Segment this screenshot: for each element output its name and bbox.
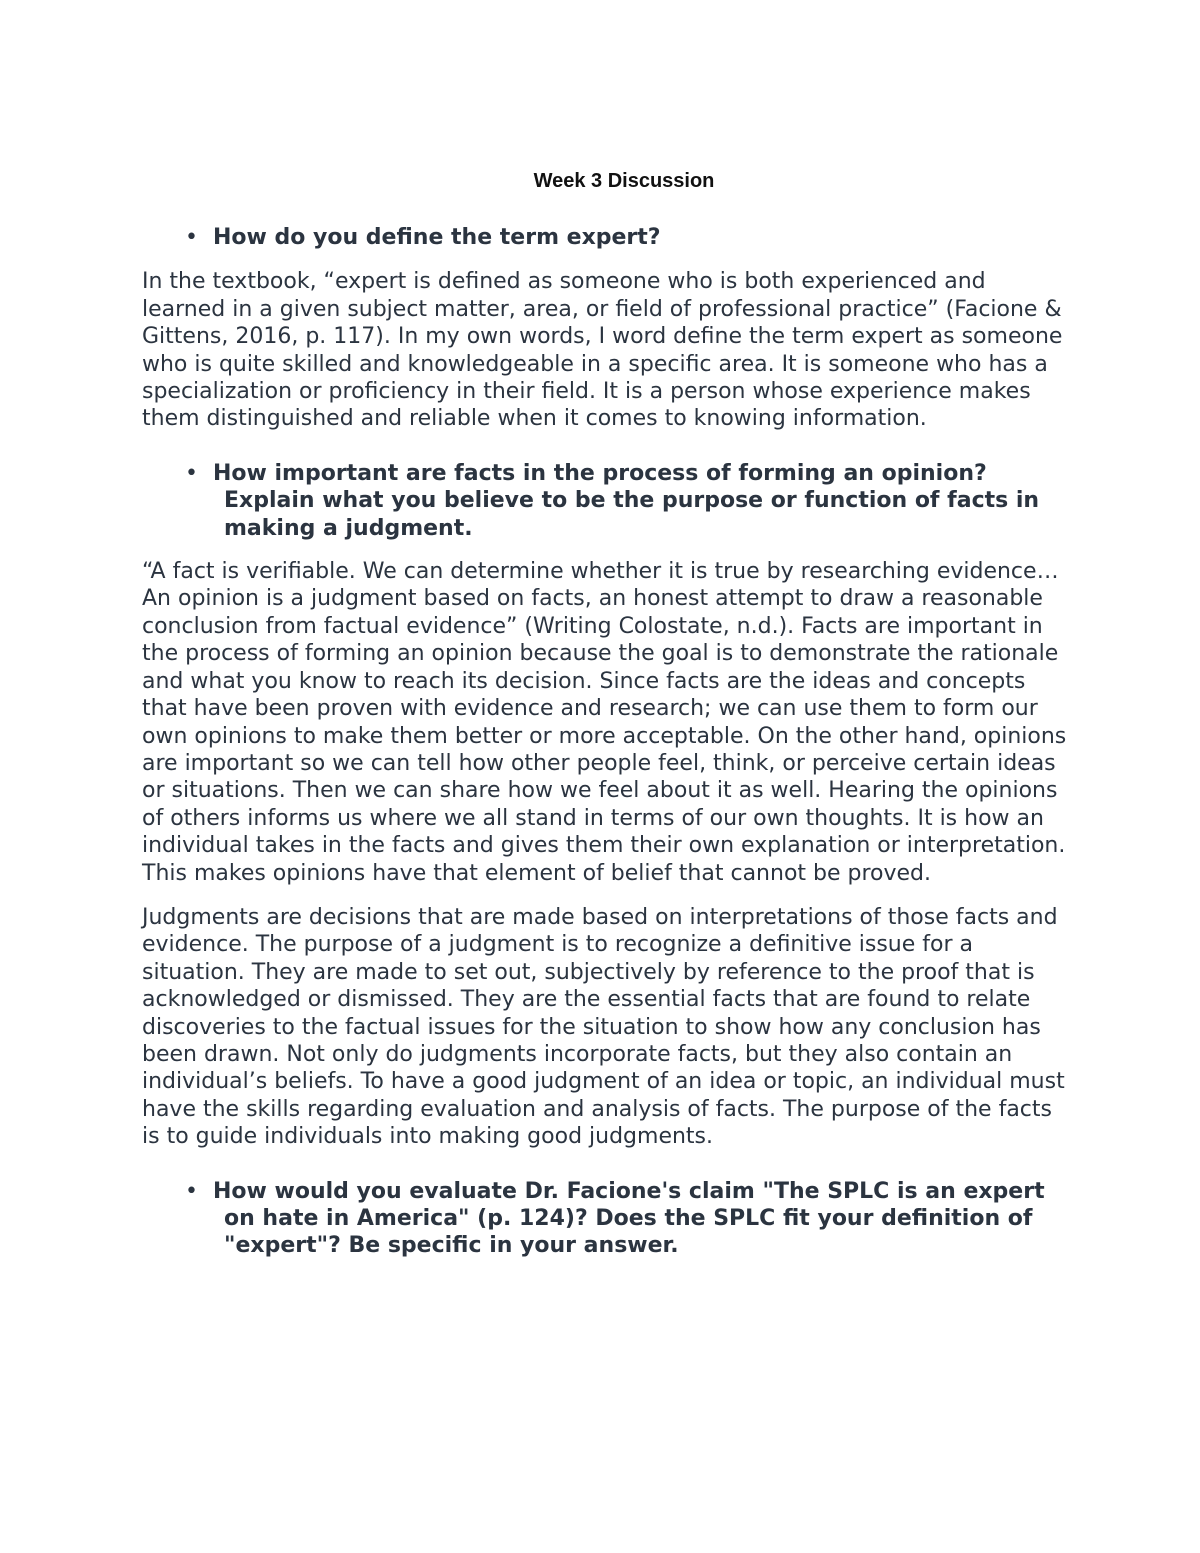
question-3 [142, 1178, 1072, 1260]
question-2 [142, 460, 1072, 542]
bullet-icon: • [185, 225, 198, 250]
question-2-text: How important are facts in the process of forming an opinion? Explain what you believe to be the purpose or function of facts in making a judgment. [213, 460, 1040, 541]
question-1-text: How do you define the term expert? [213, 225, 661, 250]
answer-1-paragraph: In the textbook, “expert is defined as someone who is both experienced and learned in a given subject matter, area, or field of professional practice” (Facione & Gittens, 2016, p. 117). In my own words, I word define the term expert as someone who is quite skilled and knowledgeable in a specific area. It is someone who has a specialization or proficiency in their field. It is a person whose experience makes them distinguished and reliable when it comes to knowing information. [142, 269, 1063, 432]
bullet-icon: • [185, 1178, 198, 1204]
answer-2-paragraph-2: Judgments are decisions that are made based on interpretations of those facts and evidence. The purpose of a judgment is to recognize a definitive issue for a situation. They are made to set out, subjectively by reference to the proof that is acknowledged or dismissed. They are the essential facts that are found to relate discoveries to the factual issues for the situation to show how any conclusion has been drawn. Not only do judgments incorporate facts, but they also contain an individual’s beliefs. To have a good judgment of an idea or topic, an individual must have the skills regarding evaluation and analysis of facts. The purpose of the facts is to guide individuals into making good judgments. [142, 904, 1065, 1150]
bullet-icon: • [185, 460, 198, 486]
document-title: Week 3 Discussion [533, 170, 715, 192]
question-1 [142, 224, 1072, 251]
question-3-text: How would you evaluate Dr. Facione's claim "The SPLC is an expert on hate in America" (p. 124)? Does the SPLC fit your definition of "expert"? Be specific in your answer. [213, 1178, 1045, 1259]
answer-2-paragraph-1: “A fact is verifiable. We can determine whether it is true by researching evidence… An opinion is a judgment based on facts, an honest attempt to draw a reasonable conclusion from factual evidence” (Writing Colostate, n.d.). Facts are important in the process of forming an opinion because the goal is to demonstrate the rationale and what you know to reach its decision. Since facts are the ideas and concepts that have been proven with evidence and research; we can use them to form our own opinions to make them better or more acceptable. On the other hand, opinions are important so we can tell how other people feel, think, or perceive certain ideas or situations. Then we can share how we feel about it as well. Hearing the opinions of others informs us where we all stand in terms of our own thoughts. It is how an individual takes in the facts and gives them their own explanation or interpretation. This makes opinions have that element of belief that cannot be proved. [142, 559, 1067, 886]
document-body [142, 224, 1072, 1260]
